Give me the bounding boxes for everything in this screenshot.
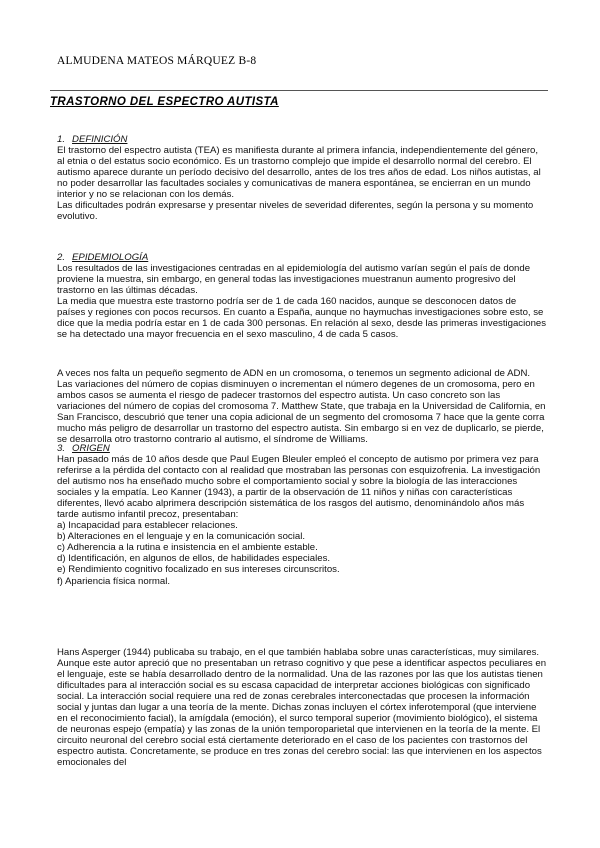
section-number: 3. — [57, 443, 66, 454]
paragraph: A veces nos falta un pequeño segmento de ADN en un cromosoma, o tenemos un segmento adicional de ADN. Las variaciones del número de copias disminuyen o incrementan el número degenes de un cromosoma, pero en ambos casos se aumenta el riesgo de padecer trastornos del espectro autista. Un caso concreto son las variaciones del número de copias del cromosoma 7. Matthew State, que trabaja en la Universidad de California, en San Francisco, descubrió que tener una copia adicional de un segmento del cromosoma 7 hace que la gente corra mucho más peligro de desarrollar un trastorno del espectro autista. Sin embargo si en vez de duplicarlo, se pierde, se desarrolla otro trastorno contrario al autismo, el síndrome de Williams. — [57, 368, 549, 446]
paragraph: Los resultados de las investigaciones centradas en al epidemiología del autismo varían según el país de donde proviene la muestra, sin embargo, en general todas las investigaciones muestranun aumento progresivo del trastorno en las últimas décadas. — [57, 263, 533, 297]
author-header: ALMUDENA MATEOS MÁRQUEZ B-8 — [57, 55, 257, 67]
section-body-epidemiologia-genetics — [57, 368, 547, 445]
paragraph: Han pasado más de 10 años desde que Paul Eugen Bleuler empleó el concepto de autismo por primera vez para referirse a la pérdida del contacto con al realidad que mostraban las personas con esquizofrenia. La investigación del autismo nos ha enseñado mucho sobre el comportamiento social y sobre la biología de las interacciones sociales y la empatía. Leo Kanner (1943), a partir de la observación de 11 niños y niñas con características diferentes, llevó acabo alprimera descripción sistemática de los rasgos del autismo, denominándolo años más tarde autismo infantil precoz, presentaban: — [57, 454, 543, 521]
list-item: d) Identificación, en algunos de ellos, de habilidades especiales. — [57, 553, 331, 565]
section-heading-definicion — [57, 134, 127, 145]
paragraph: El trastorno del espectro autista (TEA) es manifiesta durante al primera infancia, independientemente del género, al etnia o del estatus socio económico. Es un trastorno complejo que impide el desarrollo normal del cerebro. El autismo aparece durante un período decisivo del desarrollo, antes de los tres años de edad. Los niños autistas, al no poder desarrollar las facultades sociales y comunicativas de manera espontánea, se encierran en un mundo interior y no se relacionan con los demás. — [57, 145, 544, 201]
list-item: a) Incapacidad para establecer relaciones. — [57, 520, 238, 532]
section-title: EPIDEMIOLOGÍA — [72, 252, 149, 263]
list-item: b) Alteraciones en el lenguaje y en la comunicación social. — [57, 531, 305, 543]
section-body-origen-asperger — [57, 647, 547, 769]
paragraph: La media que muestra este trastorno podría ser de 1 de cada 160 nacidos, aunque se desconocen datos de países y regiones con pocos recursos. En cuanto a España, aunque no haymuchas investigaciones sobre esto, se dice que la media podría estar en 1 de cada 300 personas. En relación al sexo, desde las primeras investigaciones se ha detectado una mayor frecuencia en el sexo masculino, 4 de cada 5 casos. — [57, 296, 549, 341]
section-number: 1. — [57, 134, 66, 145]
paragraph: Las dificultades podrán expresarse y presentar niveles de severidad diferentes, según la persona y su momento evolutivo. — [57, 200, 536, 223]
section-title: DEFINICIÓN — [72, 134, 128, 145]
section-number: 2. — [57, 252, 66, 263]
section-body-definicion — [57, 145, 547, 222]
list-item: f) Apariencia física normal. — [57, 575, 171, 587]
section-heading-origen — [57, 443, 110, 454]
section-body-origen — [57, 454, 547, 587]
list-item: c) Adherencia a la rutina e insistencia en el ambiente estable. — [57, 542, 318, 554]
document-title: TRASTORNO DEL ESPECTRO AUTISTA — [50, 96, 279, 108]
section-heading-epidemiologia — [57, 252, 148, 263]
list-item: e) Rendimiento cognitivo focalizado en sus intereses circunscritos. — [57, 564, 340, 576]
section-title: ORIGEN — [72, 443, 110, 454]
paragraph: Hans Asperger (1944) publicaba su trabajo, en el que también hablaba sobre unas características, muy similares. Aunque este autor apreció que no presentaban un retraso cognitivo y que pese a identificar aspectos peculiares en el lenguaje, este se había desarrollado dentro de la normalidad. Una de las razones por las que los autistas tienen dificultades para al interacción social es su escasa capacidad de interpretar acciones biológicas con significado social. La interacción social requiere una red de zonas cerebrales interconectadas que procesen la información social y juntas dan lugar a una teoría de la mente. Dichas zonas incluyen el córtex inferotemporal (que interviene en el reconocimiento facial), la amígdala (emoción), el surco temporal superior (movimiento biológico), el sistema de neuronas espejo (empatía) y las zonas de la unión temporoparietal que intervienen en la teoría de la mente. El circuito neuronal del cerebro social está ciertamente deteriorado en el caso de los pacientes con trastornos del espectro autista. Concretamente, se produce en tres zonas del cerebro social: las que intervienen en los aspectos emocionales del — [57, 647, 549, 769]
header-divider — [50, 90, 548, 91]
section-body-epidemiologia — [57, 263, 547, 340]
